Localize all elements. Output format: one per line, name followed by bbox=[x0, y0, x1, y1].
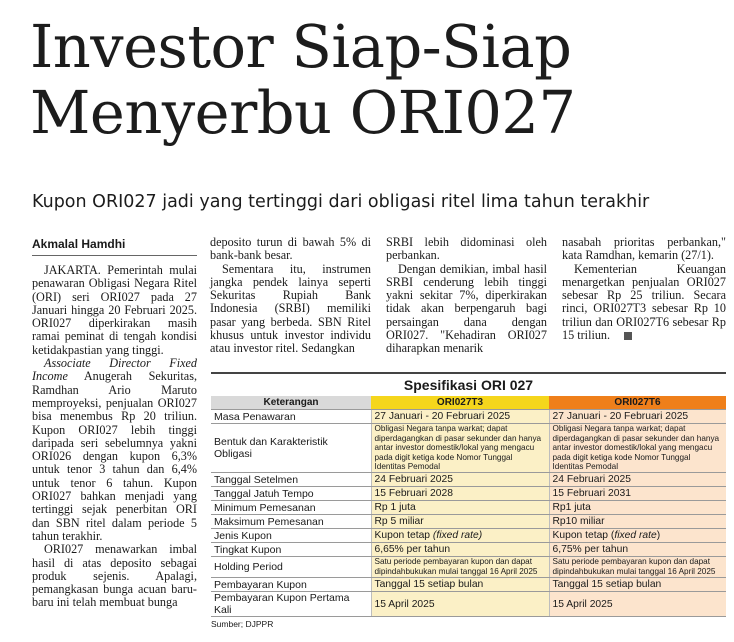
cell-t6: Rp1 juta bbox=[549, 501, 726, 515]
paragraph-text: Kementerian Keuangan menargetkan penjualan ORI027 sebesar Rp 25 triliun. Secara rinci, ORI027T3 sebesar Rp 10 triliun dan ORI027T6 sebesar Rp 15 triliun. bbox=[562, 261, 726, 343]
cell-t6: 15 Februari 2031 bbox=[549, 487, 726, 501]
italic-text: fixed rate bbox=[614, 530, 657, 541]
paragraph: deposito turun di bawah 5% di bank-bank besar. bbox=[210, 235, 371, 263]
source-note: Sumber; DJPPR bbox=[211, 619, 274, 629]
spec-table bbox=[211, 396, 726, 617]
table-row bbox=[211, 501, 726, 515]
article-column-2 bbox=[210, 236, 371, 356]
cell-t3: 6,65% per tahun bbox=[371, 543, 549, 557]
row-label: Bentuk dan Karakteristik Obligasi bbox=[211, 424, 371, 473]
cell-t3: Tanggal 15 setiap bulan bbox=[371, 578, 549, 592]
italic-text: (fixed rate) bbox=[432, 530, 483, 541]
cell-t6: Satu periode pembayaran kupon dan dapat dipindahbukukan mulai tanggal 16 April 2025 bbox=[549, 557, 726, 578]
table-row bbox=[211, 410, 726, 424]
paragraph bbox=[562, 263, 726, 343]
row-label: Masa Penawaran bbox=[211, 410, 371, 424]
italic-text: Associate Director Fixed Income bbox=[32, 356, 197, 384]
paragraph: JAKARTA. Pemerintah mulai penawaran Obligasi Negara Ritel (ORI) seri ORI027 pada 27 Januari hingga 20 Februari 2025. ORI027 diperkirakan masih ramai peminat di tengah kondisi ketidakpastian yang tinggi. bbox=[32, 264, 197, 357]
article-column-3 bbox=[386, 236, 547, 356]
byline: Akmalal Hamdhi bbox=[32, 237, 197, 256]
header-keterangan: Keterangan bbox=[211, 396, 371, 410]
cell-t3: 15 April 2025 bbox=[371, 592, 549, 617]
table-row bbox=[211, 487, 726, 501]
cell-t3: 15 Februari 2028 bbox=[371, 487, 549, 501]
cell-t3: Obligasi Negara tanpa warkat; dapat diperdagangkan di pasar sekunder dan hanya antar investor domestik/lokal yang mengacu pada digit ketiga kode Nomor Tunggal Identitas Pemodal bbox=[371, 424, 549, 473]
cell-text: Kupon tetap ( bbox=[552, 530, 615, 541]
header-ori027t3: ORI027T3 bbox=[371, 396, 549, 410]
cell-t6: Obligasi Negara tanpa warkat; dapat diperdagangkan di pasar sekunder dan hanya antar investor domestik/lokal yang mengacu pada digit ketiga kode Nomor Tunggal Identitas Pemodal bbox=[549, 424, 726, 473]
article-headline bbox=[30, 14, 720, 146]
cell-t6: 6,75% per tahun bbox=[549, 543, 726, 557]
spec-table-box bbox=[211, 372, 726, 629]
table-row bbox=[211, 515, 726, 529]
cell-t3: 27 Januari - 20 Februari 2025 bbox=[371, 410, 549, 424]
row-label: Tanggal Setelmen bbox=[211, 473, 371, 487]
paragraph: Sementara itu, instrumen jangka pendek lainya seperti Sekuritas Rupiah Bank Indonesia (SRBI) memiliki pasar yang berbeda. SBN Ritel khusus untuk investor individu atau investor ritel. Sedangkan bbox=[210, 261, 371, 356]
table-row bbox=[211, 557, 726, 578]
cell-t3: Rp 1 juta bbox=[371, 501, 549, 515]
table-row bbox=[211, 529, 726, 543]
paragraph-text: Anugerah Sekuritas, Ramdhan Ario Maruto memproyeksi, penjualan ORI027 bisa menembus Rp 20 triliun. Kupon ORI027 lebih tinggi daripada seri sebelumnya yakni ORI026 dengan kupon 6,3% untuk tenor 3 tahun dan 6,4% untuk tenor 6 tahun. Kupon ORI027 bahkan menjadi yang tertinggi sejak penerbitan ORI dan SBN ritel dalam periode 5 tahun terakhir. bbox=[32, 369, 197, 543]
cell-t6: 27 Januari - 20 Februari 2025 bbox=[549, 410, 726, 424]
table-row bbox=[211, 424, 726, 473]
header-ori027t6: ORI027T6 bbox=[549, 396, 726, 410]
table-row bbox=[211, 473, 726, 487]
paragraph: ORI027 menawarkan imbal hasil di atas deposito sebagai produk sejenis. Apalagi, pemangkasan bunga acuan baru-baru ini telah membuat bunga bbox=[32, 542, 197, 610]
row-label: Tanggal Jatuh Tempo bbox=[211, 487, 371, 501]
row-label: Jenis Kupon bbox=[211, 529, 371, 543]
cell-t6 bbox=[549, 529, 726, 543]
paragraph: SRBI lebih didominasi oleh perbankan. bbox=[386, 235, 547, 263]
cell-text: Kupon tetap bbox=[374, 530, 433, 541]
cell-t3: 24 Februari 2025 bbox=[371, 473, 549, 487]
headline-line-2: Menyerbu ORI027 bbox=[30, 78, 576, 147]
table-row bbox=[211, 592, 726, 617]
row-label: Maksimum Pemesanan bbox=[211, 515, 371, 529]
cell-t3: Rp 5 miliar bbox=[371, 515, 549, 529]
row-label: Minimum Pemesanan bbox=[211, 501, 371, 515]
cell-t6: 15 April 2025 bbox=[549, 592, 726, 617]
table-row bbox=[211, 543, 726, 557]
paragraph bbox=[32, 357, 197, 543]
article-subheadline: Kupon ORI027 jadi yang tertinggi dari obligasi ritel lima tahun terakhir bbox=[32, 192, 650, 212]
end-mark-icon bbox=[624, 332, 632, 340]
cell-t3 bbox=[371, 529, 549, 543]
cell-t3: Satu periode pembayaran kupon dan dapat dipindahbukukan mulai tanggal 16 April 2025 bbox=[371, 557, 549, 578]
spec-header-row bbox=[211, 396, 726, 410]
paragraph: Dengan demikian, imbal hasil SRBI cenderung lebih tinggi yakni sekitar 7%, diperkirakan tidak akan berpengaruh bagi persaingan dana dengan ORI027. "Kehadiran ORI027 diharapkan menarik bbox=[386, 261, 547, 356]
row-label: Pembayaran Kupon bbox=[211, 578, 371, 592]
cell-text: ) bbox=[656, 530, 661, 541]
spec-table-title: Spesifikasi ORI 027 bbox=[211, 372, 726, 396]
article-column-1 bbox=[32, 264, 197, 640]
table-row bbox=[211, 578, 726, 592]
cell-t6: Rp10 miliar bbox=[549, 515, 726, 529]
paragraph: nasabah prioritas perbankan," kata Ramdhan, kemarin (27/1). bbox=[562, 235, 726, 263]
row-label: Tingkat Kupon bbox=[211, 543, 371, 557]
headline-line-1: Investor Siap-Siap bbox=[30, 12, 572, 81]
row-label: Pembayaran Kupon Pertama Kali bbox=[211, 592, 371, 617]
cell-t6: Tanggal 15 setiap bulan bbox=[549, 578, 726, 592]
cell-t6: 24 Februari 2025 bbox=[549, 473, 726, 487]
article-column-4 bbox=[562, 236, 726, 342]
row-label: Holding Period bbox=[211, 557, 371, 578]
